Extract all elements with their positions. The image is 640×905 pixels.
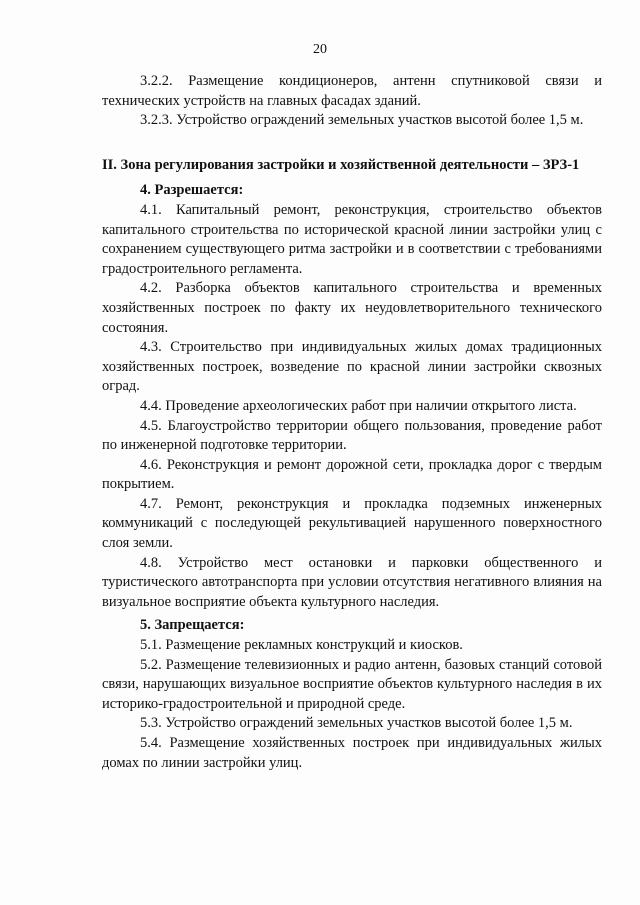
allowed-item-4-1: 4.1. Капитальный ремонт, реконструкция, строительство объектов капитального строительства по исторической красной линии застройки улиц с сохранением существующего ритма застройки и в соответствии с требованиями градостроительного регламента.	[102, 201, 602, 277]
allowed-item-4-5: 4.5. Благоустройство территории общего пользования, проведение работ по инженерной подготовке территории.	[102, 417, 602, 454]
allowed-item-4-8: 4.8. Устройство мест остановки и парковки общественного и туристического автотранспорта при условии отсутствия негативного влияния на визуальное восприятие объекта культурного наследия.	[102, 554, 602, 610]
allowed-title: 4. Разрешается:	[140, 182, 244, 199]
allowed-item-4-7: 4.7. Ремонт, реконструкция и прокладка подземных инженерных коммуникаций с последующей рекультивацией нарушенного поверхностного слоя земли.	[102, 495, 602, 552]
allowed-item-4-3: 4.3. Строительство при индивидуальных жилых домах традиционных хозяйственных построек, возведение по красной линии застройки сквозных оград.	[102, 339, 602, 395]
forbidden-item-5-3: 5.3. Устройство ограждений земельных участков высотой более 1,5 м.	[140, 715, 573, 732]
section-title: II. Зона регулирования застройки и хозяйственной деятельности – ЗРЗ-1	[102, 156, 580, 173]
allowed-item-4-6: 4.6. Реконструкция и ремонт дорожной сети, прокладка дорог с твердым покрытием.	[102, 456, 602, 493]
forbidden-title: 5. Запрещается:	[140, 617, 245, 634]
forbidden-item-5-4: 5.4. Размещение хозяйственных построек при индивидуальных жилых домах по линии застройки улиц.	[102, 735, 602, 771]
allowed-item-4-2: 4.2. Разборка объектов капитального строительства и временных хозяйственных построек по факту их неудовлетворительного технического состояния.	[102, 280, 602, 336]
forbidden-item-5-2: 5.2. Размещение телевизионных и радио антенн, базовых станций сотовой связи, нарушающих визуальное восприятие объектов культурного наследия в их историко-градостроительной и природной среде.	[102, 656, 602, 712]
allowed-item-4-4: 4.4. Проведение археологических работ при наличии открытого листа.	[140, 397, 577, 414]
document-body	[102, 72, 602, 773]
paragraph-3-2-2: 3.2.2. Размещение кондиционеров, антенн спутниковой связи и технических устройств на главных фасадах зданий.	[102, 73, 602, 109]
forbidden-item-5-1: 5.1. Размещение рекламных конструкций и киосков.	[140, 637, 463, 654]
paragraph-3-2-3: 3.2.3. Устройство ограждений земельных участков высотой более 1,5 м.	[140, 112, 584, 129]
page-number: 20	[313, 42, 327, 57]
